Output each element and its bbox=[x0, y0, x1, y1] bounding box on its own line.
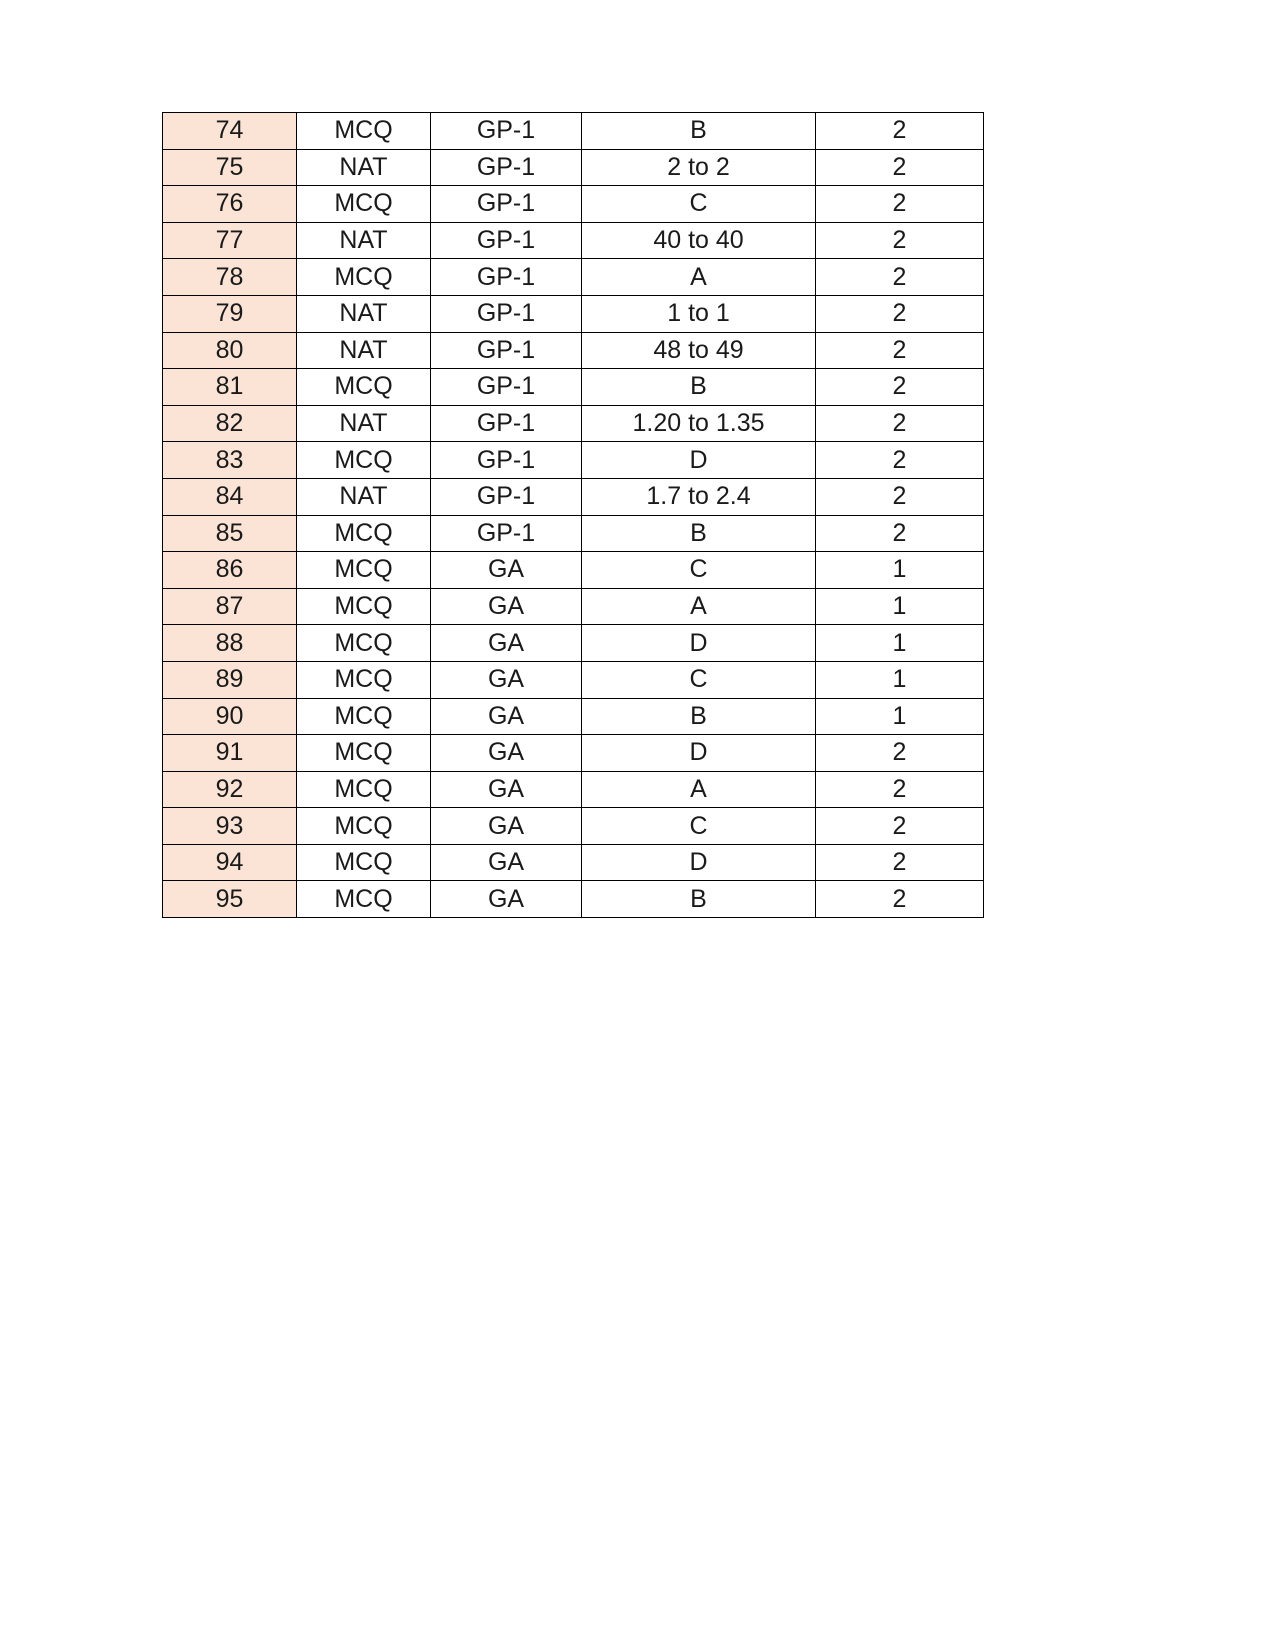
question-number-cell: 80 bbox=[163, 332, 297, 369]
section-cell: GP-1 bbox=[431, 149, 582, 186]
table-row bbox=[163, 405, 984, 442]
answer-key-cell: C bbox=[582, 552, 816, 589]
question-number-cell: 92 bbox=[163, 771, 297, 808]
question-type-cell: NAT bbox=[297, 222, 431, 259]
question-type-cell: NAT bbox=[297, 149, 431, 186]
marks-cell: 2 bbox=[816, 405, 984, 442]
answer-key-cell: B bbox=[582, 369, 816, 406]
table-row bbox=[163, 661, 984, 698]
answer-key-cell: C bbox=[582, 186, 816, 223]
answer-key-cell: B bbox=[582, 881, 816, 918]
marks-cell: 2 bbox=[816, 332, 984, 369]
answer-key-cell: A bbox=[582, 588, 816, 625]
section-cell: GA bbox=[431, 808, 582, 845]
marks-cell: 2 bbox=[816, 222, 984, 259]
question-type-cell: MCQ bbox=[297, 442, 431, 479]
marks-cell: 1 bbox=[816, 661, 984, 698]
question-type-cell: MCQ bbox=[297, 588, 431, 625]
marks-cell: 2 bbox=[816, 515, 984, 552]
section-cell: GP-1 bbox=[431, 369, 582, 406]
section-cell: GA bbox=[431, 625, 582, 662]
marks-cell: 2 bbox=[816, 295, 984, 332]
question-type-cell: MCQ bbox=[297, 771, 431, 808]
table-row bbox=[163, 625, 984, 662]
answer-key-cell: 1.20 to 1.35 bbox=[582, 405, 816, 442]
table-row bbox=[163, 844, 984, 881]
question-type-cell: MCQ bbox=[297, 186, 431, 223]
section-cell: GP-1 bbox=[431, 515, 582, 552]
question-number-cell: 77 bbox=[163, 222, 297, 259]
marks-cell: 1 bbox=[816, 588, 984, 625]
question-number-cell: 84 bbox=[163, 478, 297, 515]
question-type-cell: NAT bbox=[297, 478, 431, 515]
table-row bbox=[163, 735, 984, 772]
question-number-cell: 89 bbox=[163, 661, 297, 698]
section-cell: GA bbox=[431, 661, 582, 698]
table-row bbox=[163, 295, 984, 332]
question-number-cell: 78 bbox=[163, 259, 297, 296]
answer-key-cell: A bbox=[582, 259, 816, 296]
section-cell: GA bbox=[431, 698, 582, 735]
answer-key-cell: C bbox=[582, 661, 816, 698]
question-number-cell: 79 bbox=[163, 295, 297, 332]
answer-key-cell: B bbox=[582, 515, 816, 552]
answer-key-cell: C bbox=[582, 808, 816, 845]
marks-cell: 1 bbox=[816, 625, 984, 662]
section-cell: GA bbox=[431, 552, 582, 589]
answer-key-cell: 40 to 40 bbox=[582, 222, 816, 259]
section-cell: GP-1 bbox=[431, 186, 582, 223]
question-number-cell: 75 bbox=[163, 149, 297, 186]
answer-key-cell: D bbox=[582, 735, 816, 772]
answer-key-cell: 1 to 1 bbox=[582, 295, 816, 332]
table-row bbox=[163, 478, 984, 515]
question-number-cell: 93 bbox=[163, 808, 297, 845]
section-cell: GA bbox=[431, 881, 582, 918]
question-type-cell: MCQ bbox=[297, 881, 431, 918]
table-row bbox=[163, 186, 984, 223]
table-row bbox=[163, 588, 984, 625]
table-row bbox=[163, 771, 984, 808]
question-type-cell: MCQ bbox=[297, 698, 431, 735]
table-row bbox=[163, 698, 984, 735]
marks-cell: 2 bbox=[816, 881, 984, 918]
question-type-cell: MCQ bbox=[297, 661, 431, 698]
table-row bbox=[163, 442, 984, 479]
question-number-cell: 82 bbox=[163, 405, 297, 442]
section-cell: GP-1 bbox=[431, 405, 582, 442]
section-cell: GA bbox=[431, 844, 582, 881]
answer-key-cell: B bbox=[582, 113, 816, 150]
table-row bbox=[163, 808, 984, 845]
table-row bbox=[163, 369, 984, 406]
question-number-cell: 94 bbox=[163, 844, 297, 881]
marks-cell: 2 bbox=[816, 478, 984, 515]
question-type-cell: MCQ bbox=[297, 625, 431, 662]
answer-key-cell: D bbox=[582, 625, 816, 662]
answer-key-rows bbox=[163, 113, 984, 918]
answer-key-cell: D bbox=[582, 442, 816, 479]
question-type-cell: NAT bbox=[297, 332, 431, 369]
question-type-cell: NAT bbox=[297, 405, 431, 442]
marks-cell: 2 bbox=[816, 442, 984, 479]
question-type-cell: MCQ bbox=[297, 808, 431, 845]
section-cell: GA bbox=[431, 735, 582, 772]
question-number-cell: 81 bbox=[163, 369, 297, 406]
table-row bbox=[163, 222, 984, 259]
table-row bbox=[163, 332, 984, 369]
marks-cell: 2 bbox=[816, 369, 984, 406]
question-type-cell: NAT bbox=[297, 295, 431, 332]
question-type-cell: MCQ bbox=[297, 552, 431, 589]
answer-key-cell: 1.7 to 2.4 bbox=[582, 478, 816, 515]
question-number-cell: 87 bbox=[163, 588, 297, 625]
question-number-cell: 85 bbox=[163, 515, 297, 552]
section-cell: GP-1 bbox=[431, 442, 582, 479]
marks-cell: 2 bbox=[816, 844, 984, 881]
marks-cell: 2 bbox=[816, 259, 984, 296]
answer-key-cell: D bbox=[582, 844, 816, 881]
section-cell: GP-1 bbox=[431, 295, 582, 332]
section-cell: GP-1 bbox=[431, 332, 582, 369]
answer-key-cell: 2 to 2 bbox=[582, 149, 816, 186]
question-type-cell: MCQ bbox=[297, 844, 431, 881]
table-row bbox=[163, 149, 984, 186]
question-number-cell: 74 bbox=[163, 113, 297, 150]
question-number-cell: 90 bbox=[163, 698, 297, 735]
marks-cell: 2 bbox=[816, 735, 984, 772]
table-row bbox=[163, 515, 984, 552]
table-row bbox=[163, 113, 984, 150]
section-cell: GP-1 bbox=[431, 222, 582, 259]
question-type-cell: MCQ bbox=[297, 113, 431, 150]
question-number-cell: 86 bbox=[163, 552, 297, 589]
answer-key-cell: A bbox=[582, 771, 816, 808]
answer-key-cell: B bbox=[582, 698, 816, 735]
question-type-cell: MCQ bbox=[297, 735, 431, 772]
marks-cell: 1 bbox=[816, 698, 984, 735]
question-type-cell: MCQ bbox=[297, 369, 431, 406]
marks-cell: 2 bbox=[816, 771, 984, 808]
section-cell: GA bbox=[431, 588, 582, 625]
question-type-cell: MCQ bbox=[297, 515, 431, 552]
question-type-cell: MCQ bbox=[297, 259, 431, 296]
question-number-cell: 83 bbox=[163, 442, 297, 479]
question-number-cell: 88 bbox=[163, 625, 297, 662]
table-row bbox=[163, 259, 984, 296]
section-cell: GP-1 bbox=[431, 478, 582, 515]
table-row bbox=[163, 881, 984, 918]
section-cell: GA bbox=[431, 771, 582, 808]
section-cell: GP-1 bbox=[431, 113, 582, 150]
marks-cell: 2 bbox=[816, 186, 984, 223]
table-row bbox=[163, 552, 984, 589]
question-number-cell: 95 bbox=[163, 881, 297, 918]
marks-cell: 2 bbox=[816, 808, 984, 845]
question-number-cell: 76 bbox=[163, 186, 297, 223]
question-number-cell: 91 bbox=[163, 735, 297, 772]
marks-cell: 2 bbox=[816, 149, 984, 186]
marks-cell: 2 bbox=[816, 113, 984, 150]
marks-cell: 1 bbox=[816, 552, 984, 589]
section-cell: GP-1 bbox=[431, 259, 582, 296]
answer-key-cell: 48 to 49 bbox=[582, 332, 816, 369]
answer-key-table bbox=[162, 112, 984, 918]
